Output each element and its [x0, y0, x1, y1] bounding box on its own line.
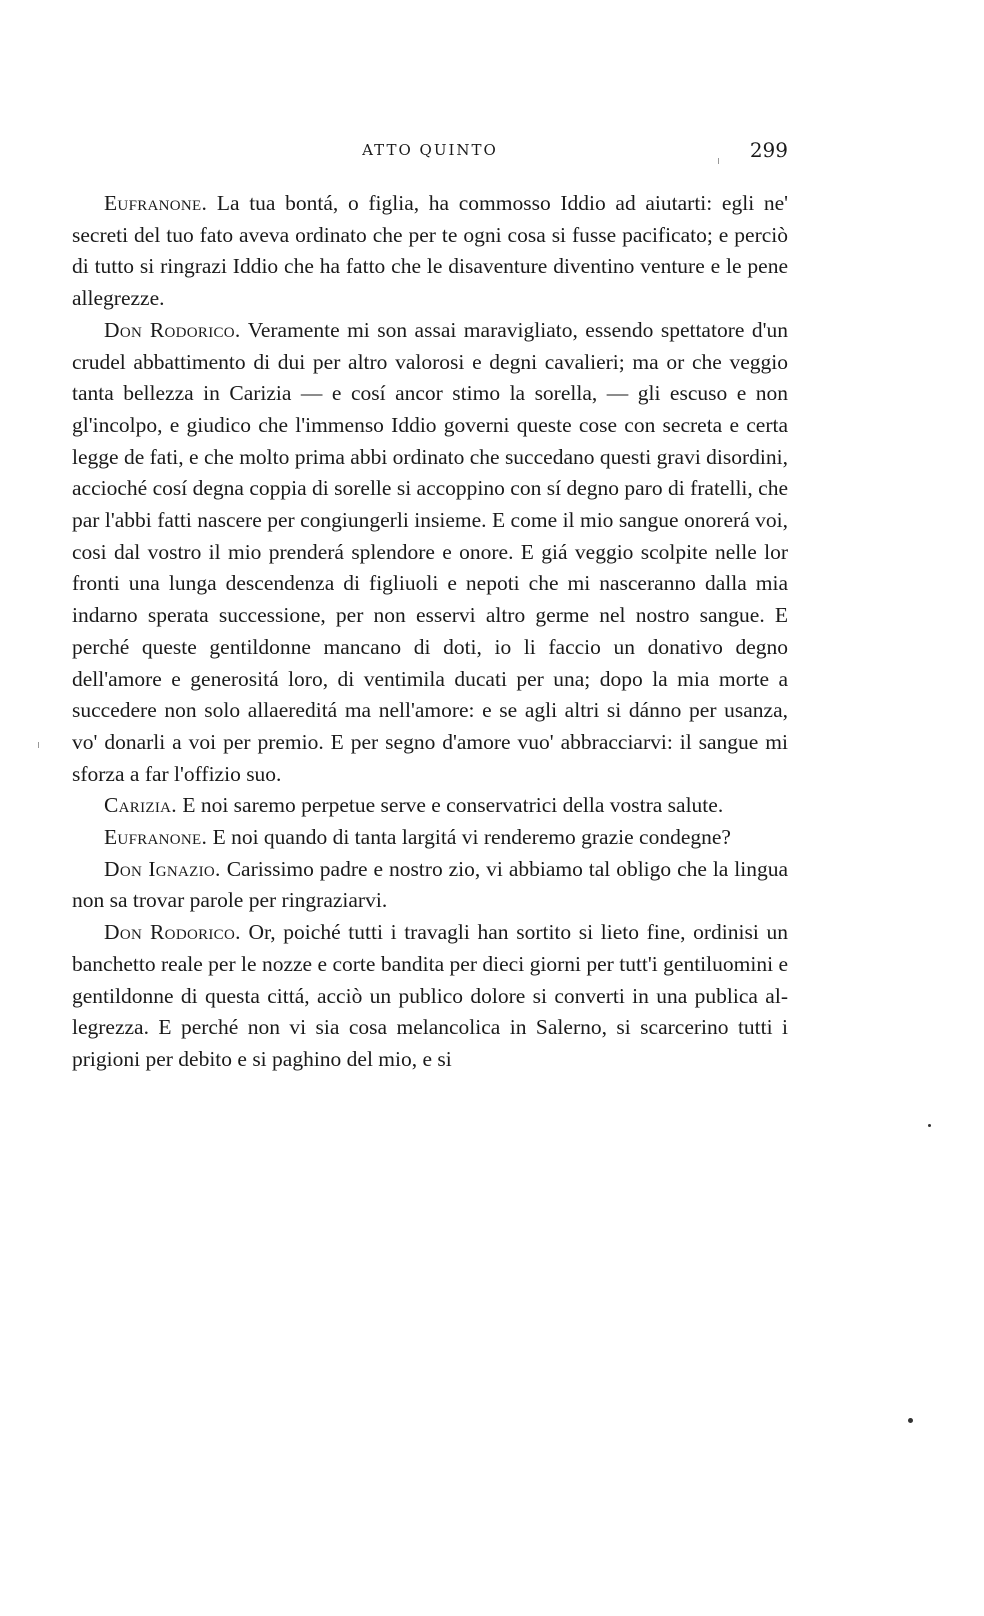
- speech-paragraph: [72, 790, 788, 822]
- speech-paragraph: [72, 188, 788, 315]
- speaker-name: Eufranone.: [104, 825, 208, 850]
- speech-text: La tua bontá, o figlia, ha commosso Iddio ad aiutarti: egli ne' secreti del tuo fato aveva ordinato che per te ogni cosa si fusse pacificato; e perciò di tutto si ringrazi Iddio che ha fatto che le disaventure diventino venture e le pene allegrezze.: [72, 191, 788, 311]
- speaker-name: Don Ignazio.: [104, 856, 221, 881]
- scan-speck: [928, 1124, 931, 1127]
- running-title: ATTO QUINTO: [362, 141, 498, 159]
- speech-paragraph: [72, 917, 788, 1076]
- scan-speck: [718, 158, 719, 164]
- scan-speck: [908, 1418, 913, 1423]
- speech-text: Veramente mi son assai maravigliato, essendo spettatore d'un crudel abbattimento di dui per altro valorosi e degni cavalieri; ma or che veggio tanta bellezza in Carizia — e cosí ancor stimo la sorella, — gli escuso e non gl'incolpo, e giudico che l'immenso Iddio governi queste cose con secreta e certa legge de fati, e che molto prima abbi ordinato che succedano questi gravi disordini, accioché cosí degna coppia di sorelle si accoppino con sí degno paro di fratelli, che par l'abbi fatti nascere per congiungerli insieme. E come il mio sangue onorerá voi, cosi dal vostro il mio prenderá splendore e onore. E giá veggio scolpite nelle lor fronti una lunga descendenza di figliuoli e nepoti che mi nasceranno dalla mia indarno sperata successione, per non esservi altro germe nel nostro sangue. E perché queste gentildonne mancano di doti, io li faccio un donativo degno dell'amore e generositá loro, di ventimila ducati per una; dopo la mia morte a succedere non solo allaereditá ma nell'amore: e se agli altri si dánno per usanza, vo' donarli a voi per premio. E per segno d'amore vuo' abbracciarvi: il sangue mi sforza a far l'offizio suo.: [72, 317, 788, 786]
- scan-speck: [38, 742, 39, 748]
- running-head: [72, 138, 788, 162]
- page-number: 299: [749, 138, 788, 162]
- speaker-name: Don Rodorico.: [104, 317, 241, 342]
- speech-paragraph: [72, 315, 788, 791]
- speech-text: Carissimo padre e nostro zio, vi abbiamo tal obligo che la lingua non sa trovar parole per ringraziarvi.: [72, 856, 789, 913]
- speaker-name: Don Rodorico.: [104, 920, 241, 945]
- speech-text: E noi quando di tanta largitá vi renderemo grazie condegne?: [212, 825, 731, 850]
- speech-paragraph: [72, 822, 788, 854]
- speech-paragraph: [72, 854, 788, 917]
- speaker-name: Eufranone.: [104, 191, 208, 215]
- body-text: [72, 188, 788, 1076]
- speech-text: Or, poiché tutti i travagli han sortito si lieto fine, ordinisi un banchetto reale per le nozze e corte bandita per dieci giorni per tutt'i gentiluomini e gentildonne di questa cittá, acciò un publico dolore si converti in una publica allegrezza. E perché non vi sia cosa melancolica in Salerno, si scarcerino tutti i prigioni per debito e si paghino del mio, e si: [72, 920, 788, 1071]
- speech-text: E noi saremo perpetue serve e conservatrici della vostra salute.: [182, 793, 724, 818]
- speaker-name: Carizia.: [104, 793, 177, 818]
